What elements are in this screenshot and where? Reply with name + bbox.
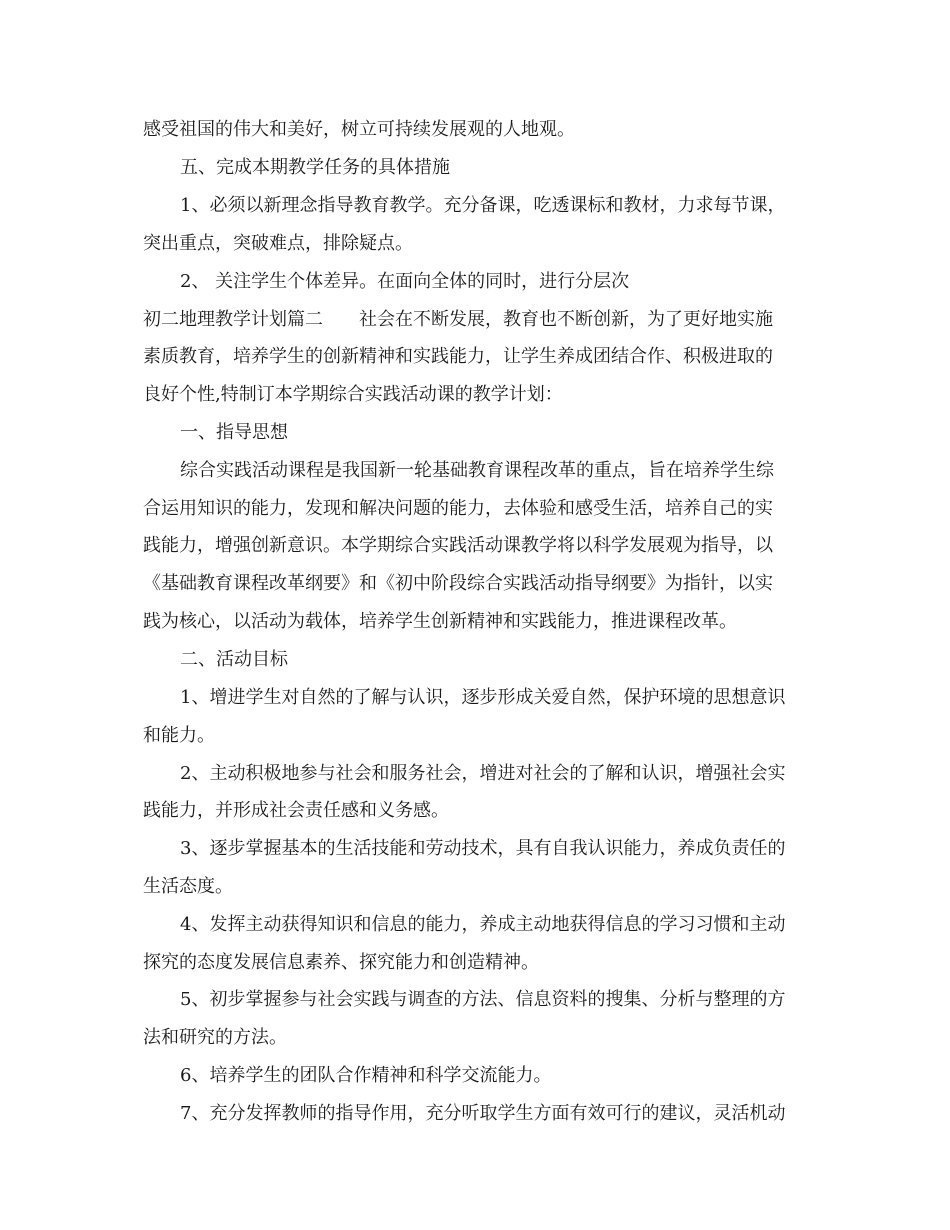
section-heading: 一、指导思想 [180,422,288,443]
text-line: 良好个性,特制订本学期综合实践活动课的教学计划： [143,384,563,405]
text-line: 综合实践活动课程是我国新一轮基础教育课程改革的重点，旨在培养学生综 [180,460,774,481]
text-line: 1、增进学生对自然的了解与认识，逐步形成关爱自然，保护环境的思想意识 [180,687,786,708]
text-line: 6、培养学生的团队合作精神和科学交流能力。 [180,1065,552,1086]
text-line: 初二地理教学计划篇二 社会在不断发展，教育也不断创新，为了更好地实施 [143,309,773,330]
text-line: 和能力。 [143,725,215,746]
text-line: 践能力，增强创新意识。本学期综合实践活动课教学将以科学发展观为指导，以 [143,535,773,556]
text-line: 践为核心，以活动为载体，培养学生创新精神和实践能力，推进课程改革。 [143,611,737,632]
text-line: 7、充分发挥教师的指导作用，充分听取学生方面有效可行的建议，灵活机动 [180,1103,786,1124]
text-line: 3、逐步掌握基本的生活技能和劳动技术，具有自我认识能力，养成负责任的 [180,838,786,859]
text-line: 4、发挥主动获得知识和信息的能力，养成主动地获得信息的学习习惯和主动 [180,914,786,935]
text-line: 践能力，并形成社会责任感和义务感。 [143,800,449,821]
text-line: 合运用知识的能力，发现和解决问题的能力，去体验和感受生活，培养自己的实 [143,498,773,519]
text-line: 感受祖国的伟大和美好，树立可持续发展观的人地观。 [143,119,575,140]
text-line: 5、初步掌握参与社会实践与调查的方法、信息资料的搜集、分析与整理的方 [180,989,786,1010]
text-line: 素质教育，培养学生的创新精神和实践能力，让学生养成团结合作、积极进取的 [143,346,773,367]
text-line: 《基础教育课程改革纲要》和《初中阶段综合实践活动指导纲要》为指针，以实 [143,573,773,594]
section-heading: 二、活动目标 [180,649,288,670]
text-line: 1、必须以新理念指导教育教学。充分备课，吃透课标和教材，力求每节课， [180,195,786,216]
text-line: 2、 关注学生个体差异。在面向全体的同时，进行分层次 [180,271,630,292]
text-line: 生活态度。 [143,876,233,897]
text-line: 突出重点，突破难点，排除疑点。 [143,233,413,254]
text-line: 2、主动积极地参与社会和服务社会，增进对社会的了解和认识，增强社会实 [180,763,786,784]
text-line: 法和研究的方法。 [143,1027,287,1048]
section-heading: 五、完成本期教学任务的具体措施 [180,157,450,178]
text-line: 探究的态度发展信息素养、探究能力和创造精神。 [143,952,539,973]
